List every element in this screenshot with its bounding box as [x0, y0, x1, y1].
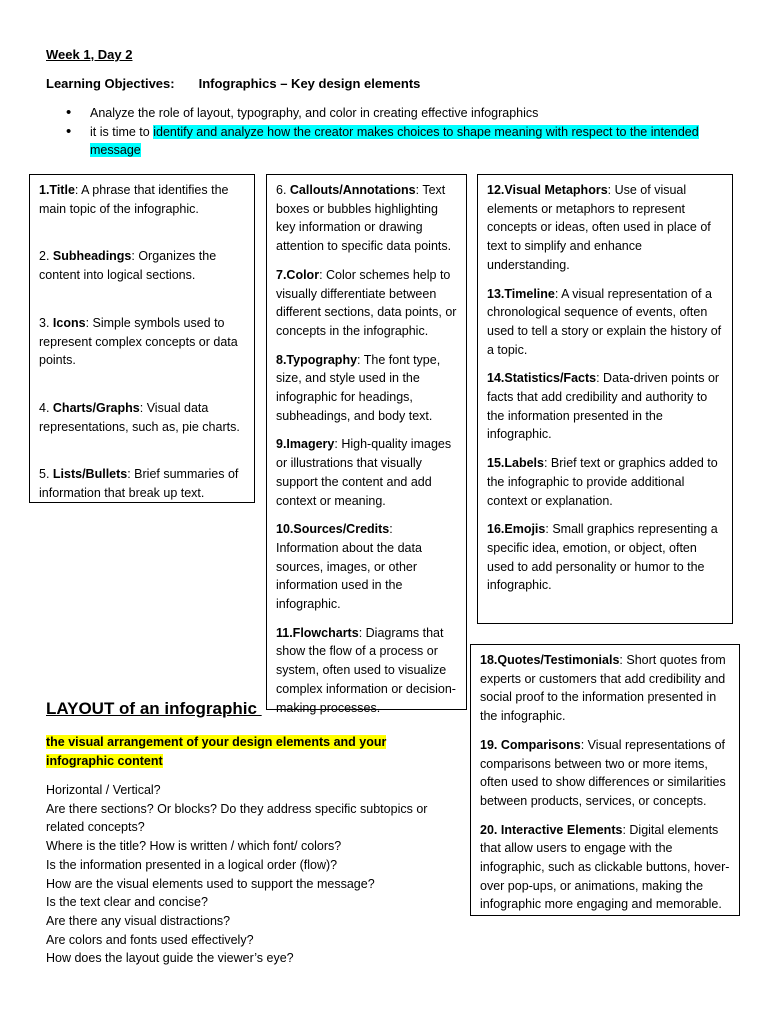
- layout-definition: [46, 733, 451, 770]
- element-item-imagery: [276, 435, 458, 510]
- element-number: 6.: [276, 183, 290, 197]
- objective-item: [66, 104, 726, 123]
- element-desc: : Small graphics representing a specific idea, emotion, or object, often used to add personality or humor to the infographic.: [487, 522, 718, 593]
- learning-objectives-line: [46, 75, 420, 94]
- element-desc: : Brief summaries of information that break up text.: [39, 467, 239, 501]
- element-term: 16.Emojis: [487, 522, 546, 537]
- element-term: Charts/Graphs: [52, 400, 140, 415]
- objective-prefix: it is time to: [90, 124, 154, 139]
- element-term: 11.Flowcharts: [276, 625, 359, 640]
- element-number: 2.: [39, 249, 53, 264]
- element-term: Icons: [52, 315, 86, 330]
- layout-section-title: LAYOUT of an infographic: [46, 699, 262, 718]
- layout-question: Are there sections? Or blocks? Do they address specific subtopics or related concepts?: [46, 801, 428, 835]
- element-desc: : Use of visual elements or metaphors to represent concepts or ideas, often used in place of text to simplify and enhance understanding.: [487, 183, 711, 272]
- element-item-callouts: [276, 181, 458, 256]
- design-elements-box-4: [470, 644, 740, 916]
- element-item-comparisons: [480, 736, 731, 811]
- layout-question: Is the information presented in a logical order (flow)?: [46, 857, 338, 872]
- objective-text: Analyze the role of layout, typography, and color in creating effective infographics: [90, 106, 539, 120]
- element-item-typography: [276, 351, 458, 426]
- element-desc: : Brief text or graphics added to the infographic to provide additional context or explanation.: [487, 456, 718, 508]
- element-item-visual-metaphors: [487, 181, 724, 275]
- element-item-title: [39, 181, 246, 218]
- element-term: Callouts/Annotations: [289, 183, 416, 197]
- objectives-list: [66, 104, 726, 160]
- element-item-sources: [276, 520, 458, 614]
- objective-item: [66, 123, 726, 160]
- objectives-label: Learning Objectives:: [46, 76, 175, 91]
- element-term: 12.Visual Metaphors: [487, 183, 608, 197]
- element-desc: : Simple symbols used to represent complex concepts or data points.: [39, 315, 238, 368]
- element-item-subheadings: [39, 247, 246, 284]
- element-term: 14.Statistics/Facts: [487, 371, 597, 386]
- element-desc: : The font type, size, and style used in the infographic for headings, subheadings, and body text.: [276, 352, 441, 423]
- layout-questions-list: [46, 781, 446, 968]
- element-desc: : A visual representation of a chronological sequence of events, often used to tell a story or explain the history of a topic.: [487, 286, 722, 357]
- highlighted-objective-text: identify and analyze how the creator makes choices to shape meaning with respect to the intended message: [90, 124, 699, 158]
- element-desc: : High-quality images or illustrations that visually support the content and add context or meaning.: [276, 437, 452, 508]
- layout-question: Is the text clear and concise?: [46, 895, 208, 910]
- element-desc: : A phrase that identifies the main topic of the infographic.: [39, 183, 229, 216]
- element-desc: : Diagrams that show the flow of a process or system, often used to visualize complex information or decision-making processes.: [276, 625, 456, 715]
- element-desc: : Short quotes from experts or customers that add credibility and social proof to the information presented in the infographic.: [480, 653, 726, 724]
- element-item-lists: [39, 465, 246, 502]
- element-term: 1.Title: [39, 183, 75, 197]
- element-item-interactive: [480, 821, 731, 915]
- element-desc: : Information about the data sources, images, or other information used in the infographic.: [276, 522, 422, 612]
- layout-question: How are the visual elements used to support the message?: [46, 876, 375, 891]
- element-number: 5.: [39, 467, 53, 482]
- design-elements-box-1: [29, 174, 255, 503]
- element-item-emojis: [487, 520, 724, 595]
- element-term: 20. Interactive Elements: [480, 822, 623, 837]
- element-term: Lists/Bullets: [52, 467, 128, 482]
- element-term: Subheadings: [52, 249, 132, 264]
- element-term: 15.Labels: [487, 456, 544, 471]
- element-desc: : Digital elements that allow users to engage with the infographic, such as clickable buttons, hover-over pop-ups, or animations, making the infographic more engaging and memorable.: [480, 822, 730, 912]
- element-item-quotes: [480, 651, 731, 726]
- layout-question: How does the layout guide the viewer’s eye?: [46, 951, 294, 966]
- element-term: 18.Quotes/Testimonials: [480, 653, 620, 667]
- element-desc: : Visual data representations, such as, pie charts.: [39, 400, 240, 434]
- design-elements-box-3: [477, 174, 733, 624]
- element-item-timeline: [487, 285, 724, 360]
- week-day-heading: Week 1, Day 2: [46, 47, 133, 62]
- element-item-icons: [39, 314, 246, 370]
- element-item-flowcharts: [276, 624, 458, 718]
- element-term: 19. Comparisons: [480, 737, 581, 752]
- element-term: 10.Sources/Credits: [276, 522, 390, 537]
- layout-question: Horizontal / Vertical?: [46, 783, 161, 797]
- element-item-charts: [39, 399, 246, 436]
- layout-question: Are colors and fonts used effectively?: [46, 932, 254, 947]
- element-desc: : Visual representations of comparisons between two or more items, often used to show differences or similarities between products, services, or concepts.: [480, 737, 726, 808]
- element-desc: : Text boxes or bubbles highlighting key information or drawing attention to specific data points.: [276, 183, 452, 254]
- element-item-statistics: [487, 369, 724, 444]
- element-desc: : Color schemes help to visually differentiate between different sections, data points, or concepts in the infographic.: [276, 267, 457, 338]
- element-number: 3.: [39, 315, 53, 330]
- layout-question: Are there any visual distractions?: [46, 913, 231, 928]
- element-number: 4.: [39, 400, 53, 415]
- layout-question: Where is the title? How is written / which font/ colors?: [46, 839, 342, 854]
- objectives-topic: Infographics – Key design elements: [198, 76, 421, 91]
- layout-definition-text: the visual arrangement of your design elements and your infographic content: [46, 735, 387, 768]
- element-term: 8.Typography: [276, 352, 358, 367]
- element-term: 7.Color: [276, 267, 320, 282]
- element-desc: : Data-driven points or facts that add credibility and authority to the information presented in the infographic.: [487, 371, 720, 442]
- element-item-color: [276, 266, 458, 341]
- element-term: 13.Timeline: [487, 286, 555, 301]
- design-elements-box-2: [266, 174, 467, 715]
- element-item-labels: [487, 454, 724, 510]
- element-desc: : Organizes the content into logical sections.: [39, 249, 217, 283]
- element-term: 9.Imagery: [276, 437, 335, 452]
